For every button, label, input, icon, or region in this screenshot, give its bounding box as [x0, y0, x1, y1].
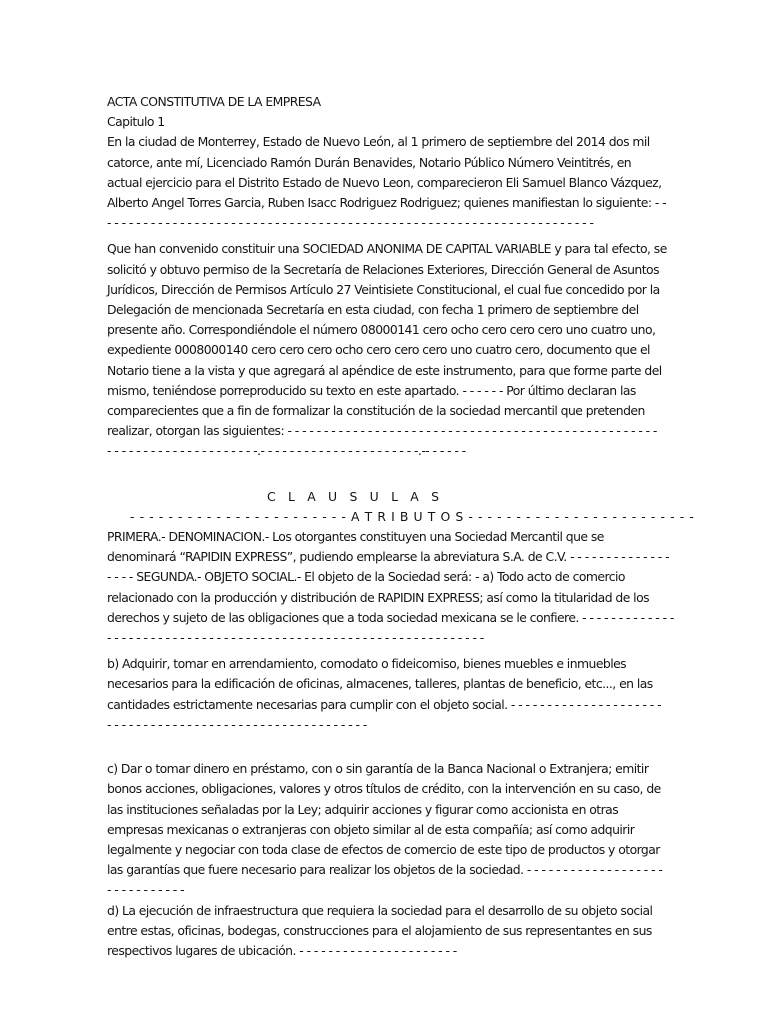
text-line: respectivos lugares de ubicación. - - - - - - - - - - - - - - - - - - - - - - [107, 942, 457, 958]
text-line: Alberto Angel Torres Garcia, Ruben Isacc Rodriguez Rodriguez; quienes manifiestan lo siguiente: - - [107, 195, 667, 211]
clausulas-heading: C L A U S U L A S [267, 488, 444, 504]
text-line: legalmente y negociar con toda clase de efectos de comercio de este tipo de productos y otorgar [107, 841, 660, 857]
clause-inciso-c [107, 759, 667, 900]
spacer [107, 735, 667, 759]
paragraph-intro [107, 132, 667, 233]
clause-inciso-b [107, 654, 667, 735]
document-body [107, 92, 695, 961]
paragraph-agreement [107, 239, 667, 461]
clause-primera [107, 527, 674, 648]
text-line: necesarios para la edificación de oficinas, almacenes, talleres, plantas de beneficio, etc..., en las [107, 676, 653, 692]
text-line: catorce, ante mí, Licenciado Ramón Durán Benavides, Notario Público Número Veintitrés, en [107, 154, 632, 170]
text-line: expediente 0008000140 cero cero cero ocho cero cero cero uno cuatro cero, documento que el [107, 342, 650, 358]
text-line: b) Adquirir, tomar en arrendamiento, comodato o fideicomiso, bienes muebles e inmuebles [107, 656, 627, 672]
text-line: presente año. Correspondiéndole el número 08000141 cero ocho cero cero cero uno cuatro uno, [107, 322, 656, 338]
clause-inciso-d [107, 901, 667, 962]
dash-line: - - - - - - - - - - - [107, 882, 185, 898]
text-line: Jurídicos, Dirección de Permisos Artículo 27 Veintisiete Constitucional, el cual fue concedido por la [107, 281, 660, 297]
dash-line: - - - - - - - - - - - - - - - - - - - - -.- - - - - - - - - - - - - - - - - - - - - -.-- - - - - - [107, 443, 466, 459]
text-line: realizar, otorgan las siguientes: - - - - - - - - - - - - - - - - - - - - - - - - - - - - - - - - - - - - - - - - - - - - - - - - - - - [107, 423, 657, 439]
text-line: comparecientes que a fin de formalizar la constitución de la sociedad mercantil que pretenden [107, 403, 645, 419]
text-line: - - - - SEGUNDA.- OBJETO SOCIAL.- El objeto de la Sociedad será: - a) Todo acto de comercio [107, 569, 625, 585]
document-title: ACTA CONSTITUTIVA DE LA EMPRESA [107, 94, 321, 109]
spacer [107, 462, 667, 487]
text-line: d) La ejecución de infraestructura que requiera la sociedad para el desarrollo de su objeto social [107, 902, 653, 918]
dash-line: - - - - - - - - - - - - - - - - - - - - - - - - - - - - - - - - - - - - - - - - - - - - - - - - - - - - [107, 630, 484, 646]
text-line: denominará “RAPIDIN EXPRESS”, pudiendo emplearse la abreviatura S.A. de C.V. - - - - - - - - - - - - - - [107, 549, 670, 565]
text-line: las instituciones señaladas por la Ley; adquirir acciones y figurar como accionista en otras [107, 801, 619, 817]
text-line: c) Dar o tomar dinero en préstamo, con o sin garantía de la Banca Nacional o Extranjera; emitir [107, 761, 649, 777]
text-line: Que han convenido constituir una SOCIEDAD ANONIMA DE CAPITAL VARIABLE y para tal efecto, se [107, 241, 667, 257]
text-line: relacionado con la producción y distribución de RAPIDIN EXPRESS; así como la titularidad de los [107, 589, 650, 605]
atributos-heading: - - - - - - - - - - - - - - - - - - - - - - - A T R I B U T O S - - - - - - - - - - - - - - - - - - - - - - - - [130, 508, 695, 524]
text-line: entre estas, oficinas, bodegas, construcciones para el alojamiento de sus representantes en sus [107, 922, 652, 938]
text-line: empresas mexicanas o extranjeras con objeto similar al de esta compañía; así como adquirir [107, 821, 635, 837]
dash-line: - - - - - - - - - - - - - - - - - - - - - - - - - - - - - - - - - - - - [107, 716, 367, 732]
text-line: En la ciudad de Monterrey, Estado de Nuevo León, al 1 primero de septiembre del 2014 dos mil [107, 134, 650, 150]
chapter-heading: Capitulo 1 [107, 114, 165, 130]
dash-line: - - - - - - - - - - - - - - - - - - - - - - - - - - - - - - - - - - - - - - - - - - - - - - - - - - - - - - - - - - - - - - - - - - - [107, 215, 594, 231]
text-line: bonos acciones, obligaciones, valores y otros títulos de crédito, con la intervención en su caso, de [107, 781, 661, 797]
text-line: solicitó y obtuvo permiso de la Secretaría de Relaciones Exteriores, Dirección General de Asuntos [107, 261, 659, 277]
text-line: las garantías que fuere necesario para realizar los objetos de la sociedad. - - - - - - - - - - - - - - - - - - - [107, 862, 663, 878]
text-line: Delegación de mencionada Secretaría en esta ciudad, con fecha 1 primero de septiembre del [107, 302, 639, 318]
text-line: Notario tiene a la vista y que agregará al apéndice de este instrumento, para que forme parte del [107, 362, 662, 378]
text-line: PRIMERA.- DENOMINACION.- Los otorgantes constituyen una Sociedad Mercantil que se [107, 529, 604, 545]
text-line: cantidades estrictamente necesarias para cumplir con el objeto social. - - - - - - - - - - - - - - - - - - - - - [107, 696, 662, 712]
text-line: derechos y sujeto de las obligaciones que a toda sociedad mexicana se le confiere. - - - - - - - - - - - - - [107, 609, 674, 625]
text-line: mismo, teniéndose porreproducido su texto en este apartado. - - - - - - Por último declaran las [107, 382, 636, 398]
text-line: actual ejercicio para el Distrito Estado de Nuevo Leon, comparecieron Eli Samuel Blanco Vázquez, [107, 174, 662, 190]
